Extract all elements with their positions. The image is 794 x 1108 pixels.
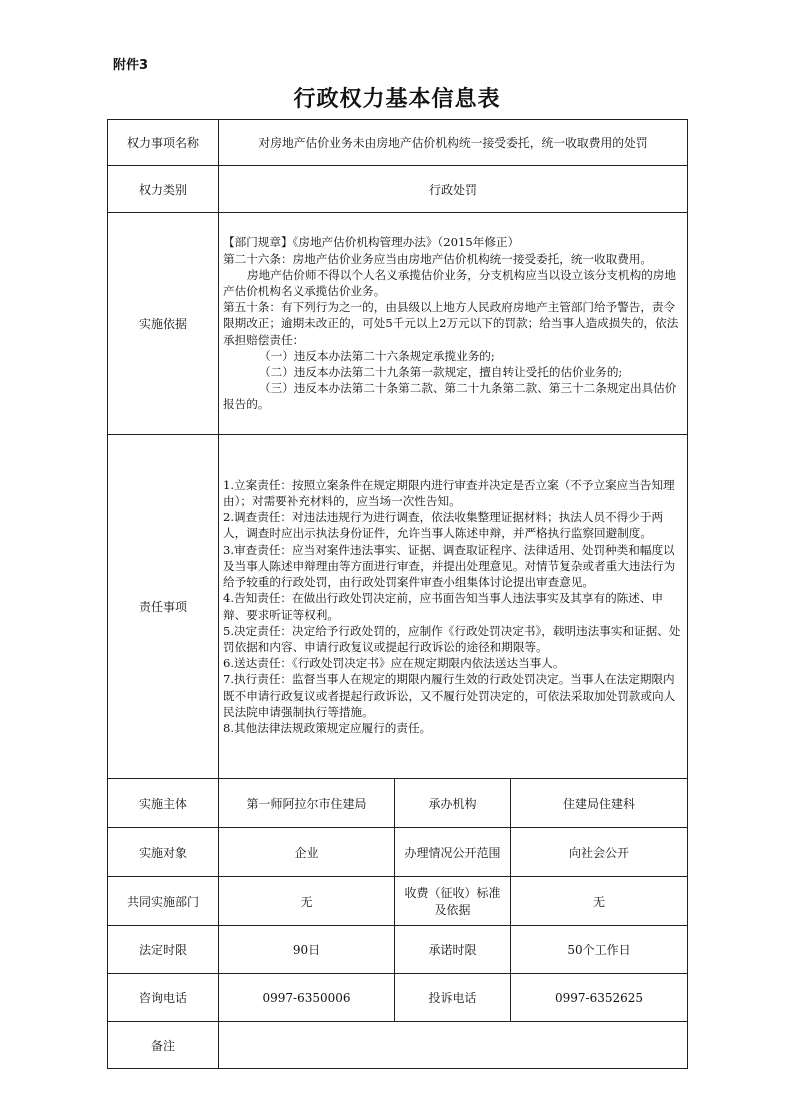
basis-line: （三）违反本办法第二十条第二款、第二十九条第二款、第三十二条规定出具估价报告的。 (223, 381, 677, 412)
disclosure-label: 办理情况公开范围 (395, 828, 511, 877)
attachment-label: 附件3 (113, 58, 149, 73)
row-phone (108, 974, 688, 1022)
fee-value: 无 (511, 877, 688, 926)
responsibility-line: 3.审查责任：应当对案件违法事实、证据、调查取证程序、法律适用、处罚种类和幅度以及当事人陈述申辩理由等方面进行审查，并提出处理意见。对情节复杂或者重大违法行为给予较重的行政处罚，由行政处罚案件审查小组集体讨论提出审查意见。 (223, 542, 676, 590)
consult-phone-label: 咨询电话 (108, 974, 219, 1022)
page-title: 行政权力基本信息表 (293, 86, 501, 112)
responsibility-value (219, 435, 688, 779)
row-basis (108, 213, 688, 435)
basis-line: 房地产估价师不得以个人名义承揽估价业务，分支机构应当以设立该分支机构的房地产估价机构名义承揽估价业务。 (223, 267, 676, 298)
responsibility-line: 7.执行责任：监督当事人在规定的期限内履行生效的行政处罚决定。当事人在法定期限内既不申请行政复议或者提起行政诉讼，又不履行处罚决定的，可依法采取加处罚款或向人民法院申请强制执行等措施。 (223, 672, 676, 719)
basis-line: 第五十条：有下列行为之一的，由县级以上地方人民政府房地产主管部门给予警告，责令限期改正；逾期未改正的，可处5千元以上2万元以下的罚款；给当事人造成损失的，依法承担赔偿责任： (223, 300, 679, 347)
basis-line: 第二十六条：房地产估价业务应当由房地产估价机构统一接受委托，统一收取费用。 (223, 251, 652, 266)
item-name-label: 权力事项名称 (108, 120, 219, 166)
responsibility-line: 2.调查责任：对违法违规行为进行调查，依法收集整理证据材料；执法人员不得少于两人，调查时应出示执法身份证件，允许当事人陈述申辩，并严格执行监察回避制度。 (223, 510, 664, 541)
fee-label: 收费（征收）标准及依据 (395, 877, 511, 926)
responsibility-label: 责任事项 (108, 435, 219, 779)
basis-line: （一）违反本办法第二十六条规定承揽业务的; (259, 348, 495, 363)
dept-value: 无 (219, 877, 395, 926)
legal-time-label: 法定时限 (108, 926, 219, 974)
responsibility-line: 1.立案责任：按照立案条件在规定期限内进行审查并决定是否立案（不予立案应当告知理由）；对需要补充材料的，应当场一次性告知。 (223, 477, 675, 509)
legal-time-value: 90日 (219, 926, 395, 974)
responsibility-line: 8.其他法律法规政策规定应履行的责任。 (223, 720, 432, 735)
subject-label: 实施主体 (108, 779, 219, 828)
item-name-value: 对房地产估价业务未由房地产估价机构统一接受委托，统一收取费用的处罚 (219, 120, 688, 166)
basis-label: 实施依据 (108, 213, 219, 435)
dept-label: 共同实施部门 (108, 877, 219, 926)
consult-phone-value: 0997-6350006 (219, 974, 395, 1022)
row-responsibility (108, 435, 688, 779)
remarks-label: 备注 (108, 1022, 219, 1069)
row-remarks (108, 1022, 688, 1069)
complaint-phone-value: 0997-6352625 (511, 974, 688, 1022)
category-value: 行政处罚 (219, 166, 688, 213)
row-category (108, 166, 688, 213)
row-subject (108, 779, 688, 828)
remarks-value (219, 1022, 688, 1069)
disclosure-value: 向社会公开 (511, 828, 688, 877)
promise-time-label: 承诺时限 (395, 926, 511, 974)
subject-value: 第一师阿拉尔市住建局 (219, 779, 395, 828)
row-target (108, 828, 688, 877)
responsibility-line: 6.送达责任：《行政处罚决定书》应在规定期限内依法送达当事人。 (223, 656, 565, 671)
complaint-phone-label: 投诉电话 (395, 974, 511, 1022)
agency-label: 承办机构 (395, 779, 511, 828)
target-value: 企业 (219, 828, 395, 877)
responsibility-line: 4.告知责任：在做出行政处罚决定前，应书面告知当事人违法事实及其享有的陈述、申辩、要求听证等权利。 (223, 591, 664, 622)
info-table (107, 119, 688, 1069)
basis-value (219, 213, 688, 435)
row-dept (108, 877, 688, 926)
responsibility-line: 5.决定责任：决定给予行政处罚的，应制作《行政处罚决定书》，载明违法事实和证据、处罚依据和内容、申请行政复议或提起行政诉讼的途径和期限等。 (223, 623, 681, 654)
promise-time-value: 50个工作日 (511, 926, 688, 974)
category-label: 权力类别 (108, 166, 219, 213)
basis-line: 【部门规章】《房地产估价机构管理办法》（2015年修正） (223, 235, 520, 250)
agency-value: 住建局住建科 (511, 779, 688, 828)
row-item-name (108, 120, 688, 166)
target-label: 实施对象 (108, 828, 219, 877)
basis-line: （二）违反本办法第二十九条第一款规定，擅自转让受托的估价业务的; (259, 365, 623, 379)
row-time (108, 926, 688, 974)
